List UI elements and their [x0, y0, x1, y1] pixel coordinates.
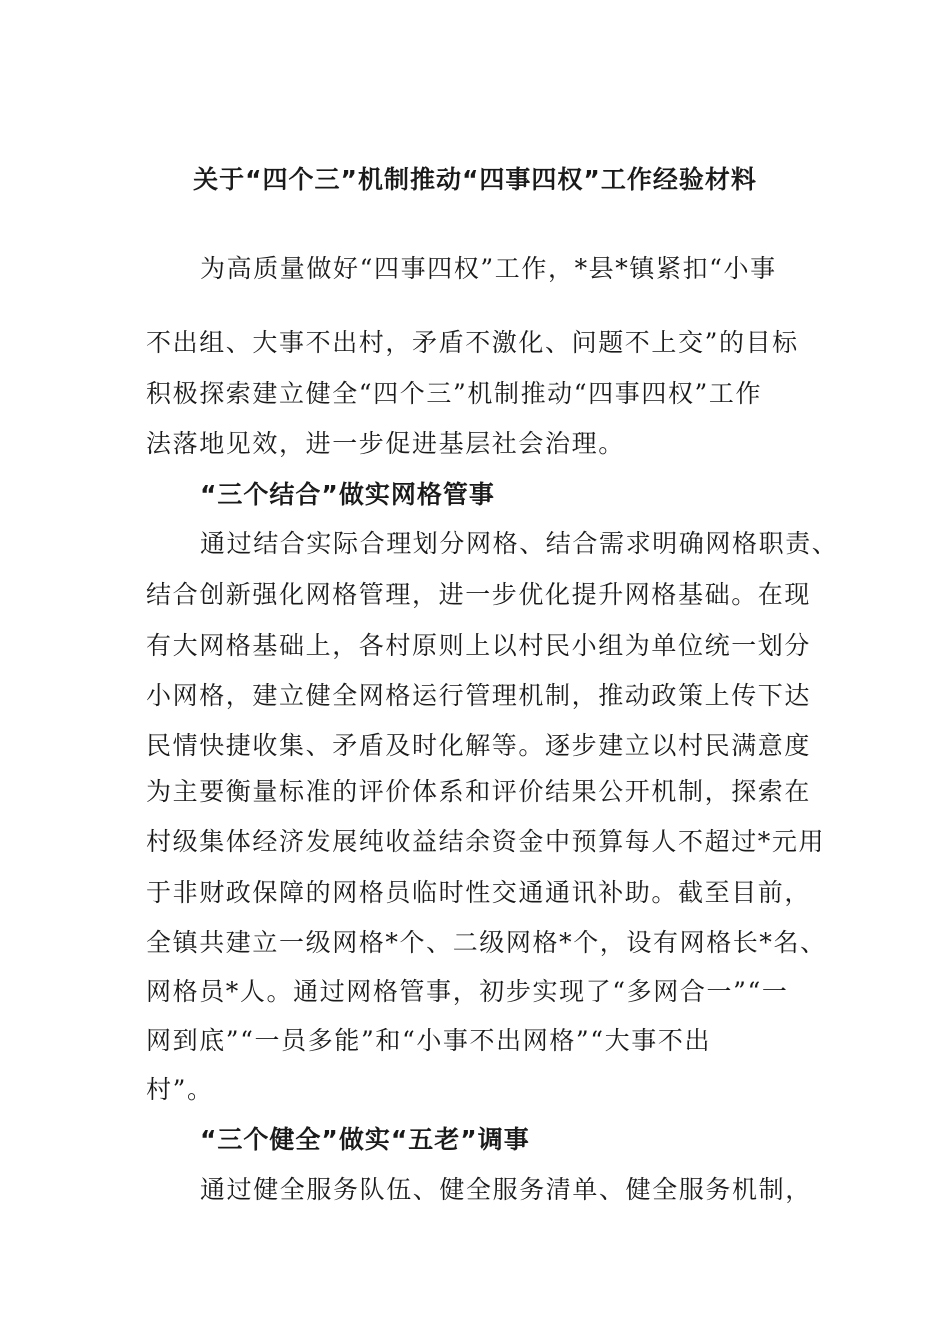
section-1-line-1: 通过结合实际合理划分网格、结合需求明确网格职责、: [200, 529, 839, 558]
intro-line-4: 法落地见效，进一步促进基层社会治理。: [146, 429, 625, 458]
section-1-line-9: 全镇共建立一级网格*个、二级网格*个，设有网格长*名、: [146, 928, 827, 957]
section-1-line-3: 有大网格基础上，各村原则上以村民小组为单位统一划分: [146, 631, 812, 660]
intro-line-3: 积极探索建立健全“四个三”机制推动“四事四权”工作: [146, 379, 763, 408]
section-1-line-7: 村级集体经济发展纯收益结余资金中预算每人不超过*元用: [146, 827, 826, 856]
section-2-line-1: 通过健全服务队伍、健全服务清单、健全服务机制，: [200, 1175, 812, 1204]
section-1-heading: “三个结合”做实网格管事: [200, 480, 495, 509]
document-title: 关于“四个三”机制推动“四事四权”工作经验材料: [193, 165, 757, 194]
section-2-heading: “三个健全”做实“五老”调事: [200, 1125, 530, 1154]
section-1-line-5: 民情快捷收集、矛盾及时化解等。逐步建立以村民满意度: [146, 731, 812, 760]
section-1-line-10: 网格员*人。通过网格管事，初步实现了“多网合一”“一: [146, 977, 789, 1006]
section-1-line-12: 村”。: [146, 1075, 214, 1104]
section-1-line-11: 网到底”“一员多能”和“小事不出网格”“大事不出: [146, 1026, 712, 1055]
intro-line-2: 不出组、大事不出村，矛盾不激化、问题不上交”的目标: [146, 328, 799, 357]
section-1-line-4: 小网格，建立健全网格运行管理机制，推动政策上传下达: [146, 681, 812, 710]
section-1-line-8: 于非财政保障的网格员临时性交通通讯补助。截至目前，: [146, 878, 812, 907]
section-1-line-6: 为主要衡量标准的评价体系和评价结果公开机制，探索在: [146, 777, 812, 806]
section-1-line-2: 结合创新强化网格管理，进一步优化提升网格基础。在现: [146, 580, 812, 609]
intro-line-1: 为高质量做好“四事四权”工作，*县*镇紧扣“小事: [200, 254, 777, 283]
